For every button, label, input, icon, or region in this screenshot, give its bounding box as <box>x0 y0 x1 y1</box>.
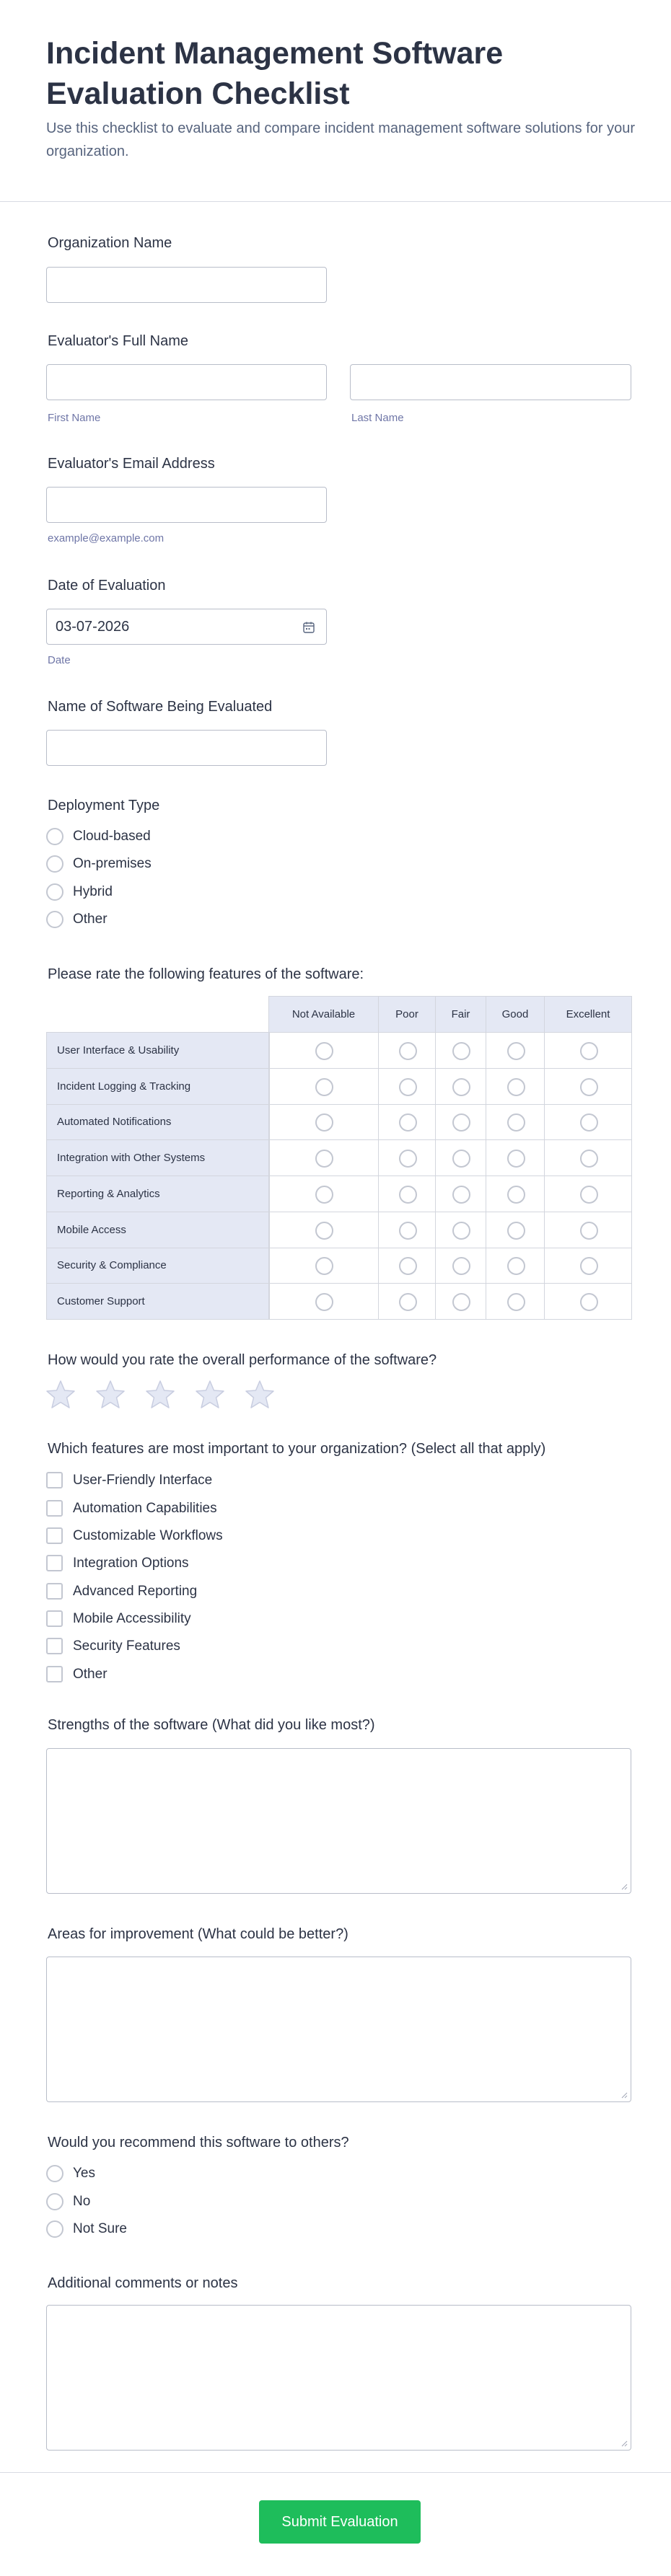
matrix-row-label: Customer Support <box>46 1283 270 1320</box>
matrix-radio[interactable] <box>580 1042 598 1060</box>
matrix-radio[interactable] <box>315 1293 333 1311</box>
matrix-cell <box>544 1175 632 1212</box>
matrix-radio[interactable] <box>399 1042 417 1060</box>
software-name-input[interactable] <box>46 730 327 766</box>
matrix-cell <box>268 1212 379 1248</box>
matrix-radio[interactable] <box>399 1113 417 1132</box>
first-name-input[interactable] <box>46 364 327 400</box>
feature-option-label: Automation Capabilities <box>73 1501 217 1516</box>
matrix-row-label: Mobile Access <box>46 1212 270 1248</box>
matrix-cell <box>268 1032 379 1069</box>
matrix-radio[interactable] <box>452 1150 470 1168</box>
first-name-sublabel: First Name <box>48 412 101 424</box>
matrix-radio[interactable] <box>452 1257 470 1275</box>
radio-cloud-based[interactable] <box>46 828 63 845</box>
software-name-label: Name of Software Being Evaluated <box>48 699 273 715</box>
radio-no[interactable] <box>46 2193 63 2210</box>
feature-checkbox[interactable] <box>46 1638 63 1654</box>
org-name-label: Organization Name <box>48 235 172 251</box>
evaluator-name-label: Evaluator's Full Name <box>48 333 188 349</box>
radio-on-premises[interactable] <box>46 855 63 873</box>
strengths-label: Strengths of the software (What did you like most?) <box>48 1717 375 1733</box>
matrix-cell <box>378 1175 436 1212</box>
matrix-cell <box>268 1104 379 1141</box>
matrix-cell <box>486 1139 545 1176</box>
deployment-label: Deployment Type <box>48 798 160 813</box>
matrix-radio[interactable] <box>452 1113 470 1132</box>
radio-other-deployment[interactable] <box>46 911 63 928</box>
matrix-radio[interactable] <box>507 1078 525 1096</box>
matrix-row-label: Security & Compliance <box>46 1248 270 1284</box>
matrix-radio[interactable] <box>507 1042 525 1060</box>
form-header <box>0 0 671 202</box>
matrix-cell <box>486 1068 545 1105</box>
matrix-cell <box>544 1104 632 1141</box>
matrix-cell <box>486 1104 545 1141</box>
matrix-cell <box>268 1139 379 1176</box>
improvement-textarea[interactable] <box>46 1957 631 2102</box>
matrix-radio[interactable] <box>399 1150 417 1168</box>
overall-rating-label: How would you rate the overall performance of the software? <box>48 1352 437 1368</box>
feature-checkbox[interactable] <box>46 1583 63 1600</box>
matrix-radio[interactable] <box>452 1293 470 1311</box>
feature-checkbox[interactable] <box>46 1500 63 1517</box>
matrix-cell <box>486 1283 545 1320</box>
date-value: 03-07-2026 <box>56 619 130 635</box>
matrix-cell <box>435 1248 486 1284</box>
matrix-cell <box>544 1032 632 1069</box>
matrix-radio[interactable] <box>507 1222 525 1240</box>
star-icon[interactable] <box>194 1379 226 1411</box>
resize-handle-icon[interactable] <box>620 1883 628 1890</box>
matrix-cell <box>268 1175 379 1212</box>
features-label: Which features are most important to your organization? (Select all that apply) <box>48 1441 546 1457</box>
matrix-column-header: Not Available <box>268 996 379 1033</box>
matrix-radio[interactable] <box>452 1078 470 1096</box>
resize-handle-icon[interactable] <box>620 2440 628 2447</box>
strengths-textarea[interactable] <box>46 1748 631 1894</box>
matrix-row-label: Integration with Other Systems <box>46 1139 270 1176</box>
matrix-radio[interactable] <box>580 1078 598 1096</box>
matrix-column-header: Excellent <box>544 996 632 1033</box>
matrix-cell <box>268 1068 379 1105</box>
radio-not-sure[interactable] <box>46 2220 63 2238</box>
matrix-cell <box>486 1248 545 1284</box>
matrix-radio[interactable] <box>507 1113 525 1132</box>
matrix-cell <box>378 1032 436 1069</box>
form-footer <box>0 2472 671 2576</box>
date-label: Date of Evaluation <box>48 578 166 594</box>
matrix-cell <box>435 1139 486 1176</box>
matrix-radio[interactable] <box>315 1042 333 1060</box>
option-other-deployment: Other <box>73 912 108 927</box>
feature-checkbox[interactable] <box>46 1666 63 1682</box>
star-icon[interactable] <box>144 1379 176 1411</box>
feature-checkbox[interactable] <box>46 1555 63 1571</box>
feature-option-label: Customizable Workflows <box>73 1528 223 1543</box>
org-name-input[interactable] <box>46 267 327 303</box>
submit-button[interactable]: Submit Evaluation <box>259 2500 421 2544</box>
matrix-radio[interactable] <box>580 1293 598 1311</box>
calendar-icon[interactable] <box>302 620 316 635</box>
matrix-cell <box>435 1283 486 1320</box>
feature-option-label: Security Features <box>73 1638 180 1654</box>
option-cloud-based: Cloud-based <box>73 829 151 844</box>
star-icon[interactable] <box>45 1379 76 1411</box>
matrix-radio[interactable] <box>315 1113 333 1132</box>
matrix-radio[interactable] <box>399 1186 417 1204</box>
option-not-sure: Not Sure <box>73 2221 127 2236</box>
matrix-column-header: Fair <box>435 996 486 1033</box>
radio-hybrid[interactable] <box>46 883 63 901</box>
matrix-cell <box>378 1104 436 1141</box>
form-subtitle: Use this checklist to evaluate and compare incident management software solutions for your organization. <box>46 120 635 159</box>
matrix-cell <box>378 1248 436 1284</box>
matrix-radio[interactable] <box>507 1257 525 1275</box>
matrix-cell <box>378 1139 436 1176</box>
last-name-sublabel: Last Name <box>351 412 404 424</box>
matrix-radio[interactable] <box>315 1078 333 1096</box>
matrix-cell <box>544 1139 632 1176</box>
matrix-radio[interactable] <box>580 1257 598 1275</box>
matrix-cell <box>486 1175 545 1212</box>
matrix-cell <box>378 1212 436 1248</box>
improvement-label: Areas for improvement (What could be better?) <box>48 1926 348 1942</box>
feature-option-label: Other <box>73 1667 108 1682</box>
matrix-cell <box>435 1068 486 1105</box>
matrix-cell <box>486 1212 545 1248</box>
feature-option-label: Advanced Reporting <box>73 1584 198 1599</box>
matrix-radio[interactable] <box>452 1186 470 1204</box>
resize-handle-icon[interactable] <box>620 2091 628 2099</box>
radio-yes[interactable] <box>46 2165 63 2182</box>
last-name-input[interactable] <box>350 364 631 400</box>
matrix-radio[interactable] <box>580 1222 598 1240</box>
matrix-radio[interactable] <box>399 1078 417 1096</box>
matrix-radio[interactable] <box>315 1257 333 1275</box>
form-title: Incident Management Software Evaluation Checklist <box>46 36 504 111</box>
feature-option-label: User-Friendly Interface <box>73 1473 213 1488</box>
matrix-cell <box>435 1212 486 1248</box>
feature-checkbox[interactable] <box>46 1472 63 1488</box>
matrix-radio[interactable] <box>452 1042 470 1060</box>
star-icon[interactable] <box>95 1379 126 1411</box>
matrix-radio[interactable] <box>315 1186 333 1204</box>
matrix-cell <box>544 1212 632 1248</box>
matrix-column-header: Poor <box>378 996 436 1033</box>
matrix-radio[interactable] <box>399 1257 417 1275</box>
matrix-cell <box>544 1248 632 1284</box>
star-icon[interactable] <box>244 1379 276 1411</box>
feature-checkbox[interactable] <box>46 1527 63 1544</box>
matrix-radio[interactable] <box>315 1222 333 1240</box>
matrix-column-header: Good <box>486 996 545 1033</box>
feature-rating-matrix <box>46 996 631 1319</box>
matrix-radio[interactable] <box>580 1113 598 1132</box>
matrix-cell <box>378 1068 436 1105</box>
option-on-premises: On-premises <box>73 856 152 871</box>
matrix-row-label: Automated Notifications <box>46 1104 270 1141</box>
email-sublabel: example@example.com <box>48 532 165 544</box>
matrix-cell <box>435 1104 486 1141</box>
matrix-cell <box>435 1032 486 1069</box>
matrix-label: Please rate the following features of the software: <box>48 966 364 982</box>
matrix-radio[interactable] <box>315 1150 333 1168</box>
matrix-cell <box>435 1175 486 1212</box>
feature-checkbox[interactable] <box>46 1610 63 1627</box>
matrix-row-label: Incident Logging & Tracking <box>46 1068 270 1105</box>
matrix-row-label: Reporting & Analytics <box>46 1175 270 1212</box>
matrix-cell <box>268 1283 379 1320</box>
option-no: No <box>73 2194 91 2209</box>
matrix-radio[interactable] <box>507 1293 525 1311</box>
comments-textarea[interactable] <box>46 2305 631 2451</box>
feature-option-label: Integration Options <box>73 1556 189 1571</box>
option-yes: Yes <box>73 2166 95 2181</box>
email-input[interactable] <box>46 487 327 523</box>
matrix-radio[interactable] <box>399 1293 417 1311</box>
matrix-cell <box>378 1283 436 1320</box>
date-sublabel: Date <box>48 654 71 666</box>
matrix-radio[interactable] <box>452 1222 470 1240</box>
matrix-cell <box>544 1283 632 1320</box>
matrix-radio[interactable] <box>580 1150 598 1168</box>
option-hybrid: Hybrid <box>73 884 113 899</box>
email-label: Evaluator's Email Address <box>48 456 215 472</box>
matrix-cell <box>268 1248 379 1284</box>
matrix-radio[interactable] <box>507 1186 525 1204</box>
date-input[interactable] <box>46 609 327 645</box>
recommend-label: Would you recommend this software to others? <box>48 2135 349 2151</box>
matrix-row-label: User Interface & Usability <box>46 1032 270 1069</box>
matrix-cell <box>544 1068 632 1105</box>
comments-label: Additional comments or notes <box>48 2275 238 2291</box>
matrix-radio[interactable] <box>507 1150 525 1168</box>
matrix-radio[interactable] <box>399 1222 417 1240</box>
matrix-radio[interactable] <box>580 1186 598 1204</box>
matrix-cell <box>486 1032 545 1069</box>
feature-option-label: Mobile Accessibility <box>73 1611 191 1626</box>
